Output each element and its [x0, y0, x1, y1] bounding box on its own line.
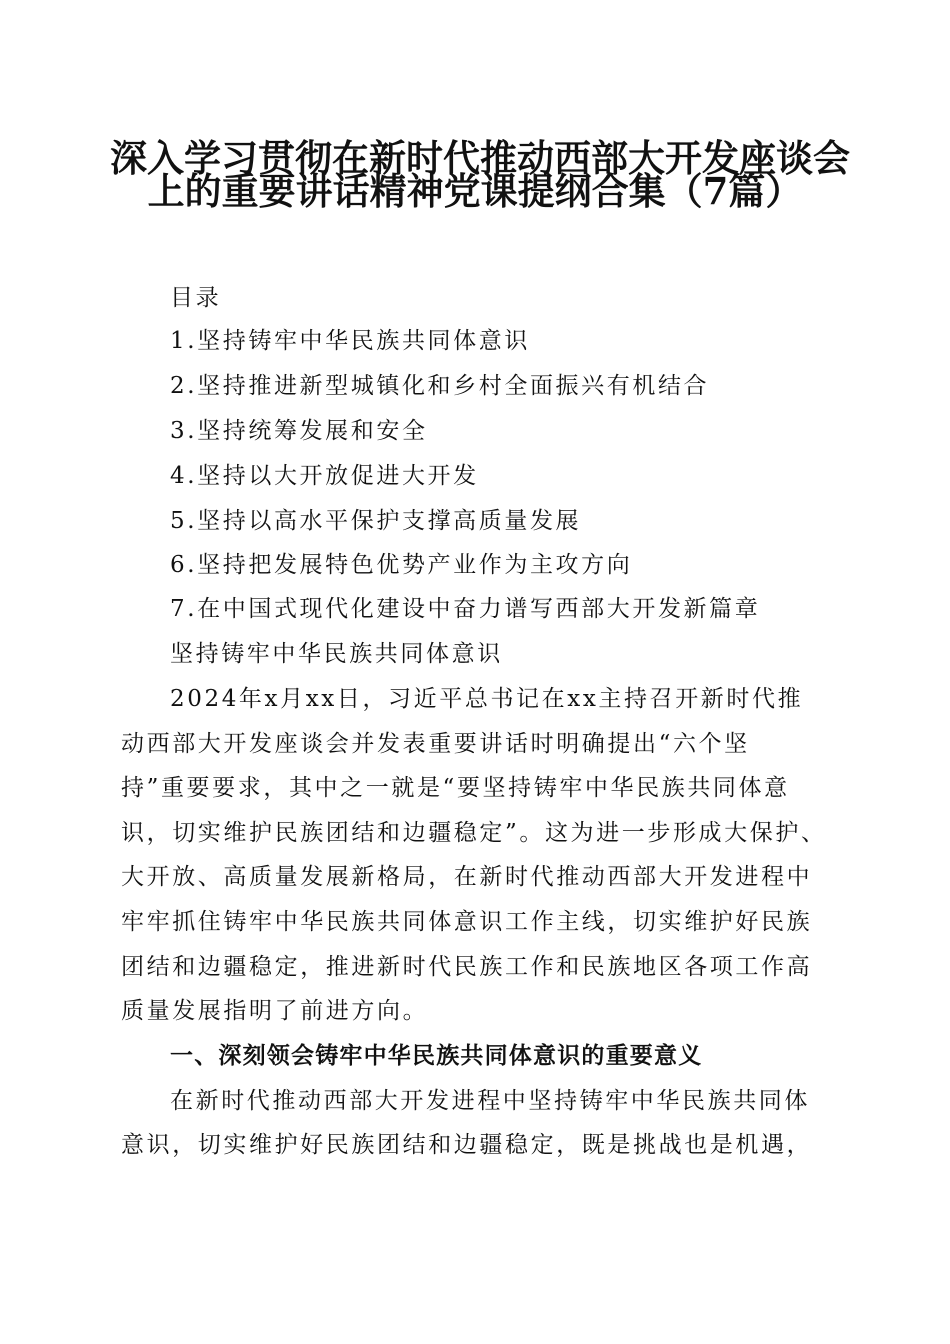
- paragraph-line: 动西部大开发座谈会并发表重要讲话时明确提出“六个坚: [121, 731, 750, 757]
- paragraph-line: 持”重要要求，其中之一就是“要坚持铸牢中华民族共同体意: [121, 775, 790, 801]
- paragraph-line: 意识，切实维护好民族团结和边疆稳定，既是挑战也是机遇，: [121, 1132, 813, 1158]
- paragraph-line: 大开放、高质量发展新格局，在新时代推动西部大开发进程中: [121, 864, 813, 890]
- paragraph-line: 2024年x月xx日，习近平总书记在xx主持召开新时代推: [170, 686, 804, 712]
- article-subtitle: 坚持铸牢中华民族共同体意识: [170, 641, 503, 667]
- toc-heading: 目录: [170, 285, 222, 311]
- toc-item-7: 7.在中国式现代化建设中奋力谱写西部大开发新篇章: [170, 596, 761, 622]
- paragraph-line: 质量发展指明了前进方向。: [121, 998, 429, 1024]
- toc-item-1: 1.坚持铸牢中华民族共同体意识: [170, 328, 530, 354]
- toc-item-6: 6.坚持把发展特色优势产业作为主攻方向: [170, 552, 633, 578]
- document-title-line-2: 上的重要讲话精神党课提纲合集（7篇）: [147, 169, 803, 213]
- document-title-line-1: 深入学习贯彻在新时代推动西部大开发座谈会: [110, 136, 850, 180]
- paragraph-line: 牢牢抓住铸牢中华民族共同体意识工作主线，切实维护好民族: [121, 909, 813, 935]
- paragraph-line: 团结和边疆稳定，推进新时代民族工作和民族地区各项工作高: [121, 954, 813, 980]
- toc-item-5: 5.坚持以高水平保护支撑高质量发展: [170, 508, 582, 534]
- toc-item-2: 2.坚持推进新型城镇化和乡村全面振兴有机结合: [170, 373, 710, 399]
- section-heading-1: 一、深刻领会铸牢中华民族共同体意识的重要意义: [170, 1043, 703, 1069]
- paragraph-line: 在新时代推动西部大开发进程中坚持铸牢中华民族共同体: [170, 1088, 810, 1114]
- paragraph-line: 识，切实维护民族团结和边疆稳定”。这为进一步形成大保护、: [121, 820, 827, 846]
- toc-item-3: 3.坚持统筹发展和安全: [170, 418, 428, 444]
- toc-item-4: 4.坚持以大开放促进大开发: [170, 463, 479, 489]
